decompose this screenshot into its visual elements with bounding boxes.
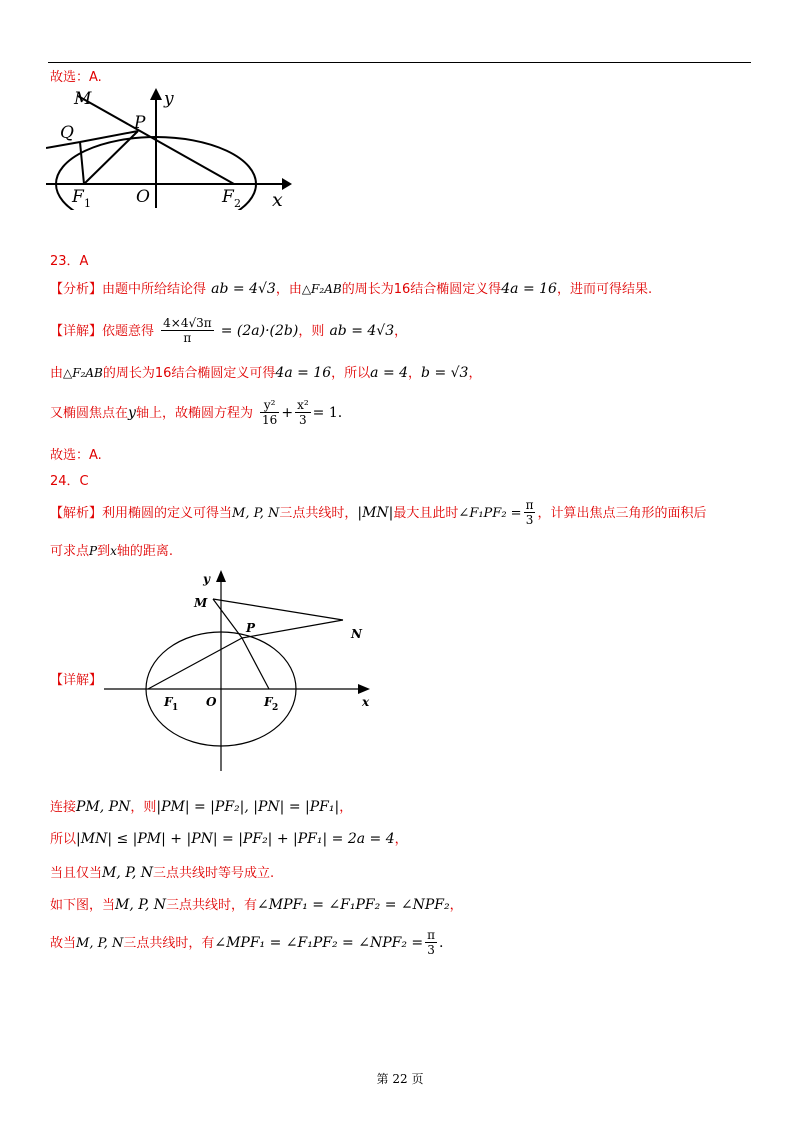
- label-f1-sub: 1: [84, 197, 91, 210]
- text: ，则: [130, 800, 157, 815]
- text: 由: [50, 366, 64, 381]
- label-m: M: [194, 596, 208, 610]
- text: 又椭圆焦点在: [50, 406, 129, 421]
- math-ab: ab = 4√3: [211, 281, 276, 297]
- math-a: a = 4: [370, 365, 409, 381]
- label-p: P: [134, 113, 146, 133]
- line-p-f2: [242, 638, 269, 689]
- text: 三点共线时，有: [165, 898, 257, 913]
- x-axis-arrow: [358, 684, 370, 694]
- math-triangle: △F₂AB: [63, 366, 103, 380]
- text: 轴的距离.: [116, 544, 174, 559]
- text: 由题中所给结论得: [102, 282, 207, 297]
- text: ，进而可得结果.: [556, 282, 653, 297]
- q24-line1: [50, 796, 352, 815]
- label-f1: F: [164, 695, 173, 709]
- text: 的周长为16结合椭圆定义可得: [102, 366, 276, 381]
- q24-analysis: [50, 498, 706, 527]
- page-number: 第 22 页: [376, 1072, 424, 1086]
- q24-line5: [50, 928, 444, 957]
- q24-number: 24．C: [50, 474, 89, 489]
- label-o: O: [206, 695, 217, 709]
- math-4a: 4a = 16: [275, 365, 332, 381]
- fraction-pi3: [524, 498, 536, 527]
- math-b: b = √3: [421, 365, 469, 381]
- text: ，则: [298, 324, 325, 339]
- text: 故当: [50, 936, 77, 951]
- q24-line3: [50, 862, 274, 881]
- period: .: [439, 935, 444, 951]
- math-triangle: △F₂AB: [301, 282, 342, 296]
- plus: +: [281, 405, 294, 421]
- label-y: y: [164, 89, 174, 109]
- text: ，: [394, 832, 408, 847]
- text: ，: [339, 800, 353, 815]
- label-f2-sub: 2: [272, 703, 279, 713]
- q24-line2: [50, 828, 408, 847]
- denominator: 16: [262, 413, 278, 427]
- text: ，: [394, 324, 408, 339]
- text: 最大且此时: [393, 506, 459, 521]
- math-mpn: M, P, N: [232, 506, 280, 521]
- math: PM, PN: [76, 799, 131, 815]
- label-x: x: [362, 695, 370, 709]
- text: 到: [97, 544, 111, 559]
- text: 三点共线时，: [279, 506, 358, 521]
- fraction-x2: [295, 398, 311, 427]
- text: 三点共线时等号成立.: [152, 866, 275, 881]
- math: |PM| = |PF₂|, |PN| = |PF₁|: [156, 799, 340, 815]
- label-f2: F: [222, 187, 234, 207]
- fraction: [161, 316, 214, 345]
- text: 三点共线时，有: [123, 936, 215, 951]
- text: 当且仅当: [50, 866, 103, 881]
- text: 如下图，当: [50, 898, 116, 913]
- header-rule: [48, 62, 751, 63]
- label-f1-sub: 1: [172, 703, 179, 713]
- math-4a: 4a = 16: [501, 281, 557, 297]
- math: ∠MPF₁ = ∠F₁PF₂ = ∠NPF₂: [257, 897, 450, 913]
- math: M, P, N: [115, 897, 166, 913]
- q24-line4: [50, 894, 463, 913]
- label-f2: F: [264, 695, 273, 709]
- numerator: π: [427, 928, 436, 942]
- line-q-f1: [80, 142, 84, 184]
- line-p-n: [242, 620, 343, 638]
- q23-detail: [50, 316, 407, 345]
- numerator: 4×4√3π: [163, 316, 212, 330]
- text: 所以: [50, 832, 77, 847]
- detail-tag: 【详解】: [50, 324, 103, 339]
- equals-one: = 1.: [312, 405, 343, 421]
- math-y: y: [128, 405, 136, 421]
- q23-line3: [50, 398, 342, 427]
- figure-ellipse-1: [46, 86, 296, 210]
- q23-analysis: [50, 278, 652, 297]
- denominator: 3: [427, 943, 435, 957]
- text: 依题意得: [102, 324, 155, 339]
- analysis-tag: 【解析】: [50, 506, 103, 521]
- math-x: x: [110, 544, 117, 558]
- y-axis-arrow: [150, 88, 162, 100]
- text: 轴上，故椭圆方程为: [135, 406, 253, 421]
- label-m: M: [74, 89, 92, 109]
- math-angle: ∠F₁PF₂ =: [458, 506, 522, 521]
- text: 连接: [50, 800, 77, 815]
- fraction-pi3: [425, 928, 437, 957]
- text: 可求点: [50, 544, 90, 559]
- math-ab: ab = 4√3: [329, 323, 395, 339]
- label-n: N: [351, 627, 362, 641]
- text: ，所以: [331, 366, 371, 381]
- q24-analysis2: [50, 540, 173, 559]
- figure-ellipse-2: [100, 566, 380, 776]
- label-o: O: [136, 187, 150, 207]
- q23-line2: [50, 362, 481, 381]
- line-f1-p: [148, 638, 242, 689]
- label-p: P: [246, 621, 256, 635]
- math: M, P, N: [76, 936, 124, 951]
- math: ∠MPF₁ = ∠F₁PF₂ = ∠NPF₂ =: [214, 935, 424, 951]
- math-mn: |MN|: [357, 505, 394, 521]
- label-y: y: [203, 572, 210, 586]
- q23-answer: 故选：A.: [50, 448, 102, 463]
- label-x: x: [272, 189, 283, 210]
- math-eq: = (2a)·(2b): [220, 323, 299, 339]
- x-axis-arrow: [282, 178, 292, 190]
- text: ，: [449, 898, 463, 913]
- numerator: y²: [260, 398, 279, 413]
- line-m-n: [213, 599, 343, 620]
- q22-answer: 故选：A.: [50, 70, 102, 85]
- text: ，: [468, 366, 482, 381]
- text: ，由: [275, 282, 302, 297]
- analysis-tag: 【分析】: [50, 282, 103, 297]
- math-p: P: [89, 544, 98, 558]
- q24-detail-tag: 【详解】: [50, 673, 103, 688]
- label-f1: F: [72, 187, 84, 207]
- label-f2-sub: 2: [234, 197, 241, 210]
- numerator: π: [525, 498, 534, 512]
- q23-number: 23．A: [50, 254, 89, 269]
- text: ，计算出焦点三角形的面积后: [537, 506, 707, 521]
- y-axis-arrow: [216, 570, 226, 582]
- text: 利用椭圆的定义可得当: [102, 506, 233, 521]
- denominator: π: [183, 331, 192, 345]
- denominator: 3: [299, 413, 307, 427]
- numerator: x²: [297, 398, 309, 412]
- fraction-y2: [260, 398, 279, 427]
- text: ，: [408, 366, 422, 381]
- math: |MN| ≤ |PM| + |PN| = |PF₂| + |PF₁| = 2a = 4: [76, 831, 395, 847]
- math: M, P, N: [102, 865, 153, 881]
- label-q: Q: [60, 123, 74, 143]
- text: 的周长为16结合椭圆定义得: [341, 282, 502, 297]
- denominator: 3: [525, 513, 534, 527]
